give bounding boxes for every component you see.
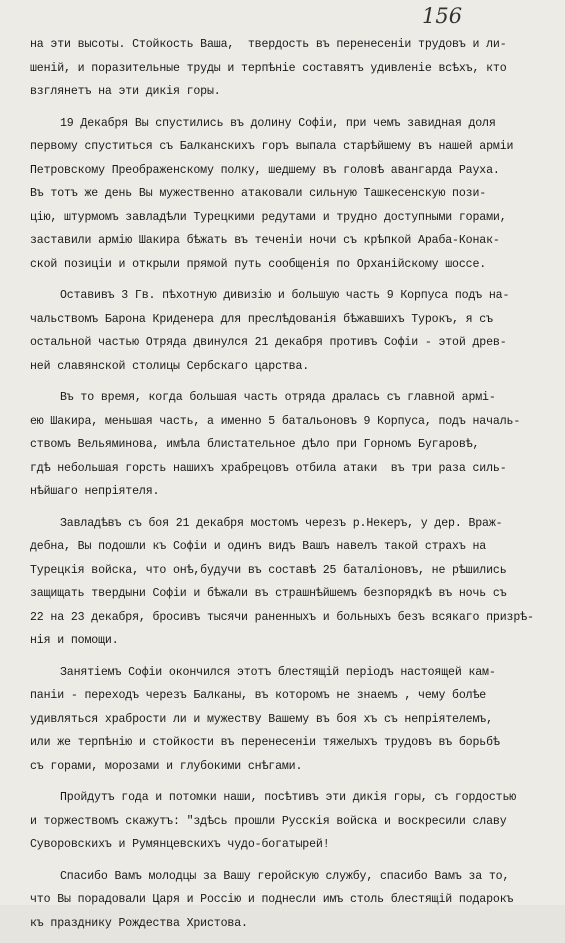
- text-line: заставили армiю Шакира бѣжать въ теченiи ночи съ крѣпкой Араба-Конак-: [30, 234, 500, 247]
- text-line: Пройдутъ года и потомки наши, посѣтивъ эти дикiя горы, съ гордостью: [60, 791, 517, 804]
- text-line: удивляться храбрости ли и мужеству Вашему въ боя хъ съ непрiятелемъ,: [30, 712, 493, 726]
- text-line: что Вы порадовали Царя и Россiю и поднесли имъ столь блестящiй подарокъ: [30, 893, 514, 906]
- text-line: нiя и помощи.: [30, 634, 119, 647]
- text-line: ней славянской столицы Сербскаго царства.: [30, 359, 310, 373]
- text-line: съ горами, морозами и глубокими снѣгами.: [30, 759, 303, 773]
- text-line: шенiй, и поразительные труды и терпѣнiе составятъ удивленiе всѣхъ, кто: [30, 61, 507, 75]
- text-line: ской позицiи и открыли прямой путь сообщенiя по Орханiйскому шоссе.: [30, 257, 487, 271]
- text-line: къ празднику Рождества Христова.: [30, 916, 248, 930]
- page-number: 156: [422, 4, 463, 28]
- text-line: защищать твердыни Софiи и бѣжали въ страшнѣйшемъ безпорядкѣ въ ночь съ: [30, 587, 507, 600]
- text-line: Суворовскихъ и Румянцевскихъ чудо-богатырей!: [30, 838, 330, 851]
- text-line: остальной частью Отряда двинулся 21 декабря противъ Софiи - этой древ-: [30, 336, 507, 349]
- text-line: чальствомъ Барона Криденера для преслѣдованiя бѣжавшихъ Турокъ, я съ: [30, 312, 493, 326]
- text-line: 19 Декабря Вы спустились въ долину Софiи, при чемъ завидная доля: [60, 116, 496, 130]
- text-line: Въ то время, когда большая часть отряда дралась съ главной армi-: [60, 391, 496, 404]
- document-body: [30, 33, 550, 943]
- text-line: и торжествомъ скажутъ: "здѣсь прошли Русскiя войска и воскресили славу: [30, 814, 507, 828]
- paragraph: [30, 112, 550, 277]
- text-line: нѣйшаго непрiятеля.: [30, 485, 160, 498]
- paragraph: [30, 786, 550, 857]
- paragraph: [30, 865, 550, 936]
- text-line: взглянетъ на эти дикiя горы.: [30, 85, 221, 98]
- text-line: дебна, Вы подошли къ Софiи и одинъ видъ Вашъ навелъ такой страхъ на: [30, 540, 487, 553]
- text-line: Завладѣвъ съ боя 21 декабря мостомъ черезъ р.Некеръ, у дер. Враж-: [60, 516, 503, 530]
- text-line: цiю, штурмомъ завладѣли Турецкими редутами и трудно доступными горами,: [30, 210, 507, 224]
- text-line: первому спуститься съ Балканскихъ горъ выпала старѣйшему въ нашей армiи: [30, 140, 514, 153]
- text-line: Оставивъ 3 Гв. пѣхотную дивизiю и большую часть 9 Корпуса подъ на-: [60, 289, 510, 302]
- paragraph: [30, 661, 550, 779]
- text-line: ствомъ Вельяминова, имѣла блистательное дѣло при Горномъ Бугаровѣ,: [30, 438, 480, 451]
- text-line: Въ тотъ же день Вы мужественно атаковали сильную Ташкесенскую пози-: [30, 187, 487, 200]
- paragraph: [30, 284, 550, 378]
- text-line: гдѣ небольшая горсть нашихъ храбрецовъ отбила атаки въ три раза силь-: [30, 461, 507, 475]
- text-line: ею Шакира, меньшая часть, а именно 5 батальоновъ 9 Корпуса, подъ началь-: [30, 414, 521, 428]
- text-line: Турецкiя войска, что онѣ,будучи въ составѣ 25 баталiоновъ, не рѣшились: [30, 563, 507, 577]
- text-line: Петровскому Преображенскому полку, шедшему въ головѣ авангарда Рауха.: [30, 163, 500, 177]
- text-line: на эти высоты. Стойкость Ваша, твердость въ перенесенiи трудовъ и ли-: [30, 38, 507, 51]
- text-line: или же терпѣнiю и стойкости въ перенесенiи тяжелыхъ трудовъ въ борьбѣ: [30, 736, 500, 749]
- paragraph: [30, 386, 550, 504]
- paragraph: [30, 33, 550, 104]
- text-line: 22 на 23 декабря, бросивъ тысячи раненныхъ и больныхъ безъ всякаго призрѣ-: [30, 610, 534, 624]
- text-line: Спасибо Вамъ молодцы за Вашу геройскую службу, спасибо Вамъ за то,: [60, 869, 510, 883]
- paragraph: [30, 512, 550, 653]
- text-line: панiи - переходъ черезъ Балканы, въ которомъ не знаемъ , чему болѣе: [30, 689, 487, 702]
- text-line: Занятiемъ Софiи окончился этотъ блестящiй перiодъ настоящей кам-: [60, 665, 496, 679]
